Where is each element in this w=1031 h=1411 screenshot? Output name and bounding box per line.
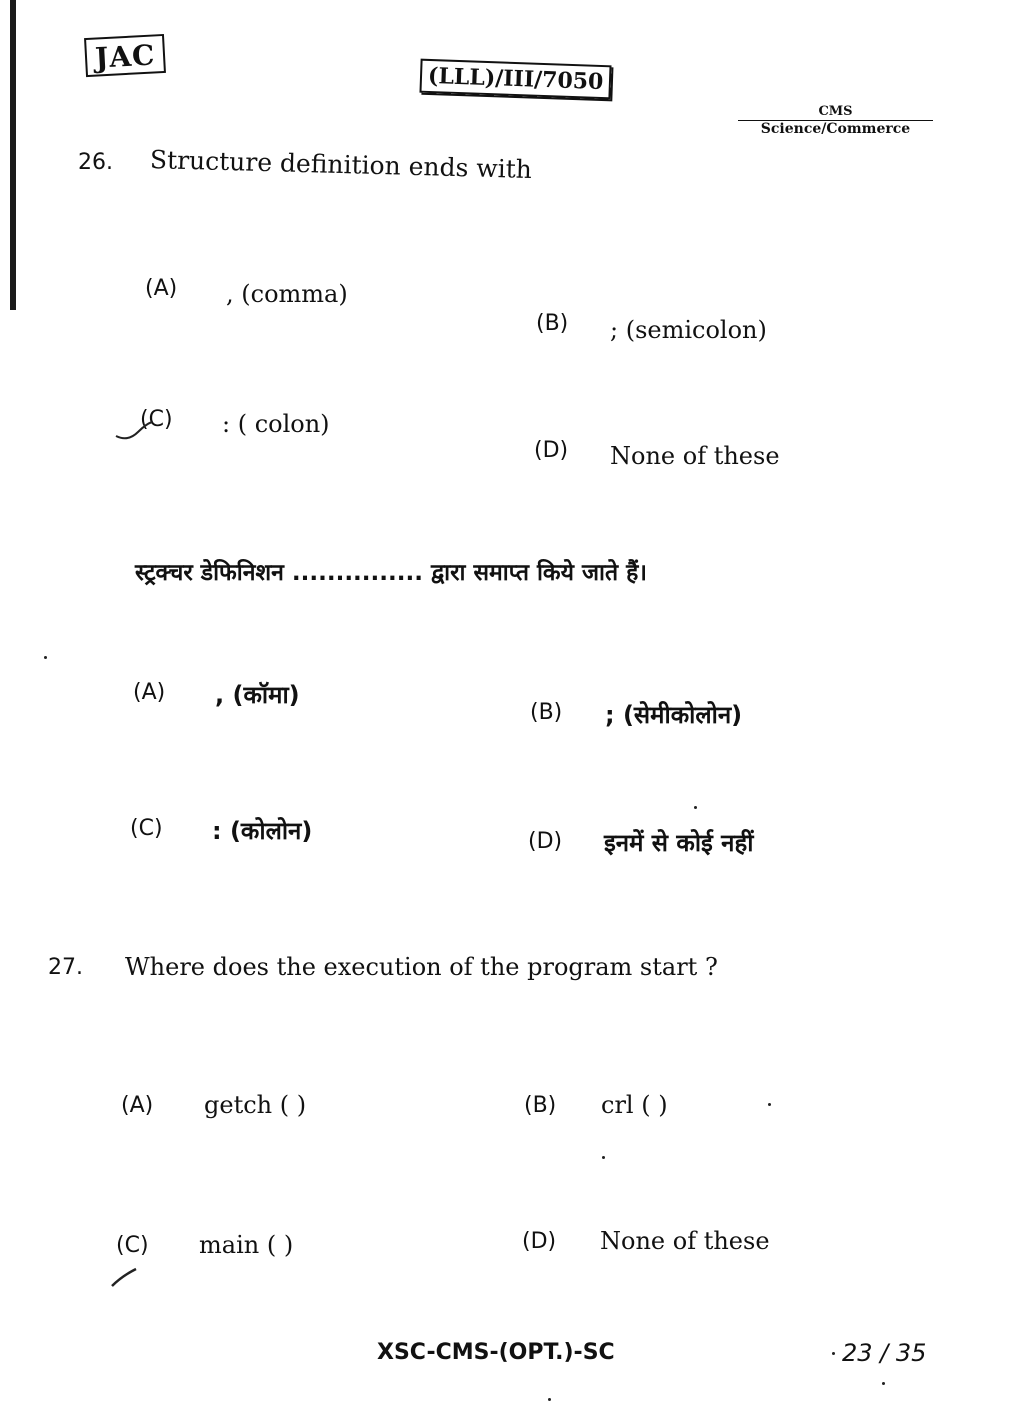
q26-hindi-option-d-label: (D) bbox=[528, 829, 563, 854]
q27-option-b-label: (B) bbox=[524, 1093, 557, 1118]
scan-speck bbox=[768, 1103, 771, 1106]
paper-code: (LLL)/III/7050 bbox=[419, 59, 611, 100]
footer-paper-code: XSC-CMS-(OPT.)-SC bbox=[377, 1340, 615, 1365]
scan-speck bbox=[548, 1398, 551, 1401]
subject-block bbox=[738, 104, 933, 137]
question-27-text: Where does the execution of the program start ? bbox=[125, 953, 718, 981]
scan-speck bbox=[832, 1352, 835, 1355]
q26-option-c-text: : ( colon) bbox=[222, 410, 330, 438]
scan-edge-bar bbox=[10, 0, 16, 310]
question-27-number: 27. bbox=[48, 955, 83, 980]
question-26-number: 26. bbox=[78, 150, 113, 175]
q26-option-d-label: (D) bbox=[534, 438, 569, 463]
q26-hindi-option-a-text: , (कॉमा) bbox=[215, 681, 300, 709]
q26-hindi-option-b-label: (B) bbox=[530, 700, 563, 725]
answer-tick-mark-27 bbox=[110, 1266, 140, 1288]
q26-option-a-text: , (comma) bbox=[226, 280, 348, 308]
q26-option-a-label: (A) bbox=[145, 276, 178, 301]
stream-label: Science/Commerce bbox=[760, 121, 911, 137]
q27-option-c-label: (C) bbox=[116, 1233, 149, 1258]
q27-option-d-label: (D) bbox=[522, 1229, 557, 1254]
q27-option-b-text: crl ( ) bbox=[601, 1091, 668, 1119]
board-label: JAC bbox=[84, 34, 166, 77]
scan-speck bbox=[44, 656, 47, 659]
q26-option-d-text: None of these bbox=[610, 442, 780, 470]
scan-speck bbox=[602, 1156, 605, 1159]
q26-hindi-option-c-label: (C) bbox=[130, 816, 163, 841]
question-26-hindi-text: स्ट्रक्चर डेफिनिशन ............... द्वारा समाप्त किये जाते हैं। bbox=[135, 560, 648, 586]
scan-speck bbox=[694, 806, 697, 809]
q26-hindi-option-b-text: ; (सेमीकोलोन) bbox=[605, 701, 743, 729]
q27-option-d-text: None of these bbox=[600, 1227, 770, 1255]
q26-hindi-option-c-text: : (कोलोन) bbox=[212, 817, 313, 845]
q26-option-c-label: (C) bbox=[140, 407, 173, 432]
q27-option-a-label: (A) bbox=[121, 1093, 154, 1118]
answer-tick-mark bbox=[114, 420, 154, 444]
q26-option-b-label: (B) bbox=[536, 311, 569, 336]
question-26-text: Structure definition ends with bbox=[149, 145, 533, 184]
q26-hindi-option-d-text: इनमें से कोई नहीं bbox=[604, 829, 754, 857]
q26-hindi-option-a-label: (A) bbox=[133, 680, 166, 705]
scan-speck bbox=[882, 1382, 885, 1385]
q26-option-b-text: ; (semicolon) bbox=[610, 316, 767, 344]
q27-option-c-text: main ( ) bbox=[199, 1231, 294, 1259]
q27-option-a-text: getch ( ) bbox=[204, 1091, 307, 1119]
subject-code: CMS bbox=[738, 104, 933, 121]
page-number: 23 / 35 bbox=[842, 1339, 927, 1367]
